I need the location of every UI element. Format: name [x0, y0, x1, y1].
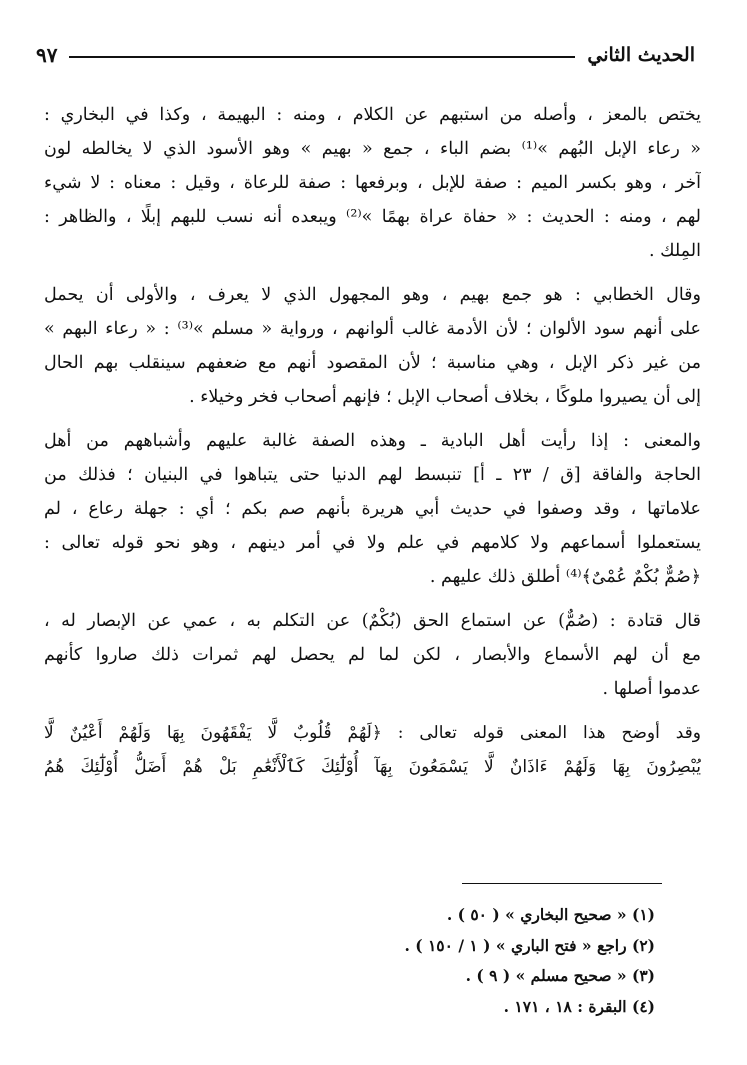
footnote-separator	[462, 883, 662, 884]
text-line: وقد أوضح هذا المعنى قوله تعالى : ﴿لَهُمْ قُلُوبٌ لَّا يَفْقَهُونَ بِهَا وَلَهُمْ أَعْيُنٌ لَّا	[44, 723, 701, 743]
header-rule	[69, 56, 575, 58]
body-text	[44, 98, 701, 794]
text-line: وقال الخطابي : هو جمع بهيم ، وهو المجهول الذي لا يعرف ، والأولى أن يحمل	[44, 285, 701, 305]
paragraph-4	[44, 604, 701, 706]
text-line: إلى أن يصيروا ملوكًا ، بخلاف أصحاب الإبل ؛ فإنهم أصحاب فخر وخيلاء .	[189, 387, 701, 407]
text-line: الحاجة والفاقة [ق / ٢٣ ـ أ] تنبسط لهم الدنيا حتى يتباهوا في البنيان ؛ فذلك من	[44, 465, 701, 485]
text-line: يختص بالمعز ، وأصله من استبهم عن الكلام ، ومنه : البهيمة ، وكذا في البخاري :	[44, 105, 701, 125]
text-line: لهم ، ومنه : الحديث : « حفاة عراة بهمًا »⁽²⁾ ويبعده أنه نسب للبهم إبلًا ، والظاهر :	[44, 207, 701, 227]
text-line: ﴿صُمٌّ بُكْمٌ عُمْىٌ﴾⁽⁴⁾ أطلق ذلك عليهم .	[429, 567, 701, 587]
paragraph-5-quran-quote	[44, 716, 701, 784]
footnotes	[100, 900, 655, 1022]
text-line: من غير ذكر الإبل ، وهي مناسبة ؛ لأن المقصود أنهم مع ضعفهم سينقلب بهم الحال	[44, 353, 701, 373]
running-title: الحديث الثاني	[587, 44, 695, 66]
paragraph-2	[44, 278, 701, 414]
text-line: مع أن لهم الأسماع والأبصار ، لكن لما لم يحصل لهم ثمرات ذلك صاروا كأنهم	[44, 645, 701, 665]
page-header	[36, 38, 695, 72]
footnote-1: (١) « صحيح البخاري » ( ٥٠ ) .	[446, 905, 655, 924]
text-line: قال قتادة : (صُمٌّ) عن استماع الحق (بُكْمٌ) عن التكلم به ، عمي عن الإبصار له ،	[44, 611, 701, 631]
text-line: يُبْصِرُونَ بِهَا وَلَهُمْ ءَاذَانٌ لَّا يَسْمَعُونَ بِهَآ أُوْلَٰٓئِكَ كَٱلْأَنْعَٰمِ بَلْ هُمْ أَضَلُّ أُوْلَٰٓئِكَ هُمُ	[44, 757, 701, 777]
paragraph-1	[44, 98, 701, 268]
text-line: آخر ، وهو بكسر الميم : صفة للإبل ، وبرفعها : صفة للرعاة ، وقيل : معناه : لا شيء	[44, 173, 701, 193]
text-line: عدموا أصلها .	[602, 679, 701, 699]
text-line: علاماتها ، وقد وصفوا في حديث أبي هريرة بأنهم صم بكم ؛ أي : جهلة رعاع ، لم	[44, 499, 701, 519]
footnote-2: (٢) راجع « فتح الباري » ( ١ / ١٥٠ ) .	[404, 935, 655, 955]
text-line: والمعنى : إذا رأيت أهل البادية ـ وهذه الصفة غالبة عليهم وأشباههم من أهل	[44, 431, 701, 451]
text-line: « رعاء الإبل البُهم »⁽¹⁾ بضم الباء ، جمع « بهيم » وهو الأسود الذي لا يخالطه لون	[44, 139, 701, 159]
footnote-4: (٤) البقرة : ١٨ ، ١٧١ .	[503, 996, 655, 1016]
text-line: على أنهم سود الألوان ؛ لأن الأدمة غالب ألوانهم ، ورواية « مسلم »⁽³⁾ : « رعاء البهم »	[44, 319, 701, 339]
text-line: يستعملوا أسماعهم ولا كلامهم في علم ولا في أمر دينهم ، وهو نحو قوله تعالى :	[44, 533, 701, 553]
text-line: المِلك .	[649, 241, 701, 261]
paragraph-3	[44, 424, 701, 594]
page-number: ٩٧	[36, 43, 58, 67]
footnote-3: (٣) « صحيح مسلم » ( ٩ ) .	[465, 966, 655, 985]
